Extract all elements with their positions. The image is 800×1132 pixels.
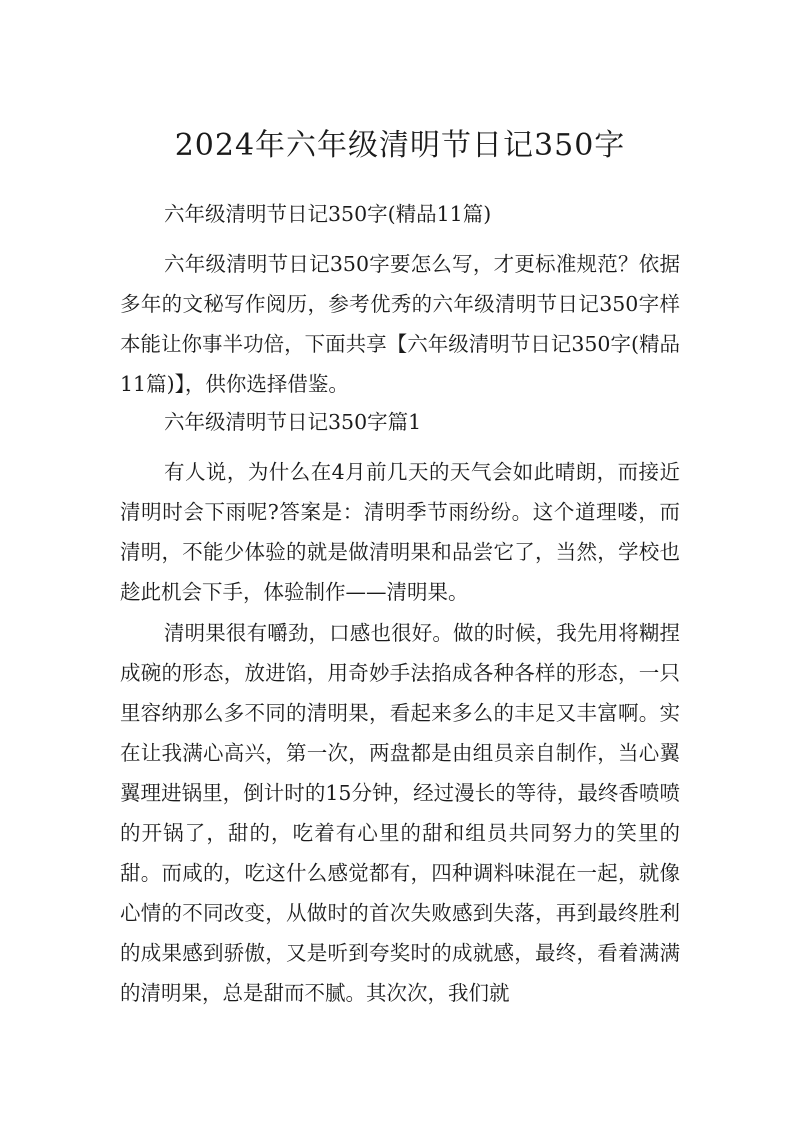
body-paragraph-2: 清明果很有嚼劲，口感也很好。做的时候，我先用将糊捏成碗的形态，放进馅，用奇妙手法掐成各种各样的形态，一只里容纳那么多不同的清明果，看起来多么的丰足又丰富啊。实在让我满心高兴，第一次，两盘都是由组员亲自制作，当心翼翼理进锅里，倒计时的15分钟，经过漫长的等待，最终香喷喷的开锅了，甜的，吃着有心里的甜和组员共同努力的笑里的甜。而咸的，吃这什么感觉都有，四种调料味混在一起，就像心情的不同改变，从做时的首次失败感到失落，再到最终胜利的成果感到骄傲，又是听到夸奖时的成就感，最终，看着满满的清明果，总是甜而不腻。其次次，我们就	[120, 621, 680, 1005]
document-title: 2024年六年级清明节日记350字	[174, 128, 626, 163]
section-heading: 六年级清明节日记350字篇1	[164, 410, 422, 434]
subtitle-paragraph: 六年级清明节日记350字(精品11篇)	[164, 202, 492, 226]
intro-paragraph: 六年级清明节日记350字要怎么写，才更标准规范？依据多年的文秘写作阅历，参考优秀的六年级清明节日记350字样本能让你事半功倍，下面共享【六年级清明节日记350字(精品11篇)】，供你选择借鉴。	[120, 252, 680, 396]
body-paragraph-1: 有人说，为什么在4月前几天的天气会如此晴朗，而接近清明时会下雨呢?答案是：清明季节雨纷纷。这个道理喽，而清明，不能少体验的就是做清明果和品尝它了，当然，学校也趁此机会下手，体验制作——清明果。	[120, 460, 680, 604]
